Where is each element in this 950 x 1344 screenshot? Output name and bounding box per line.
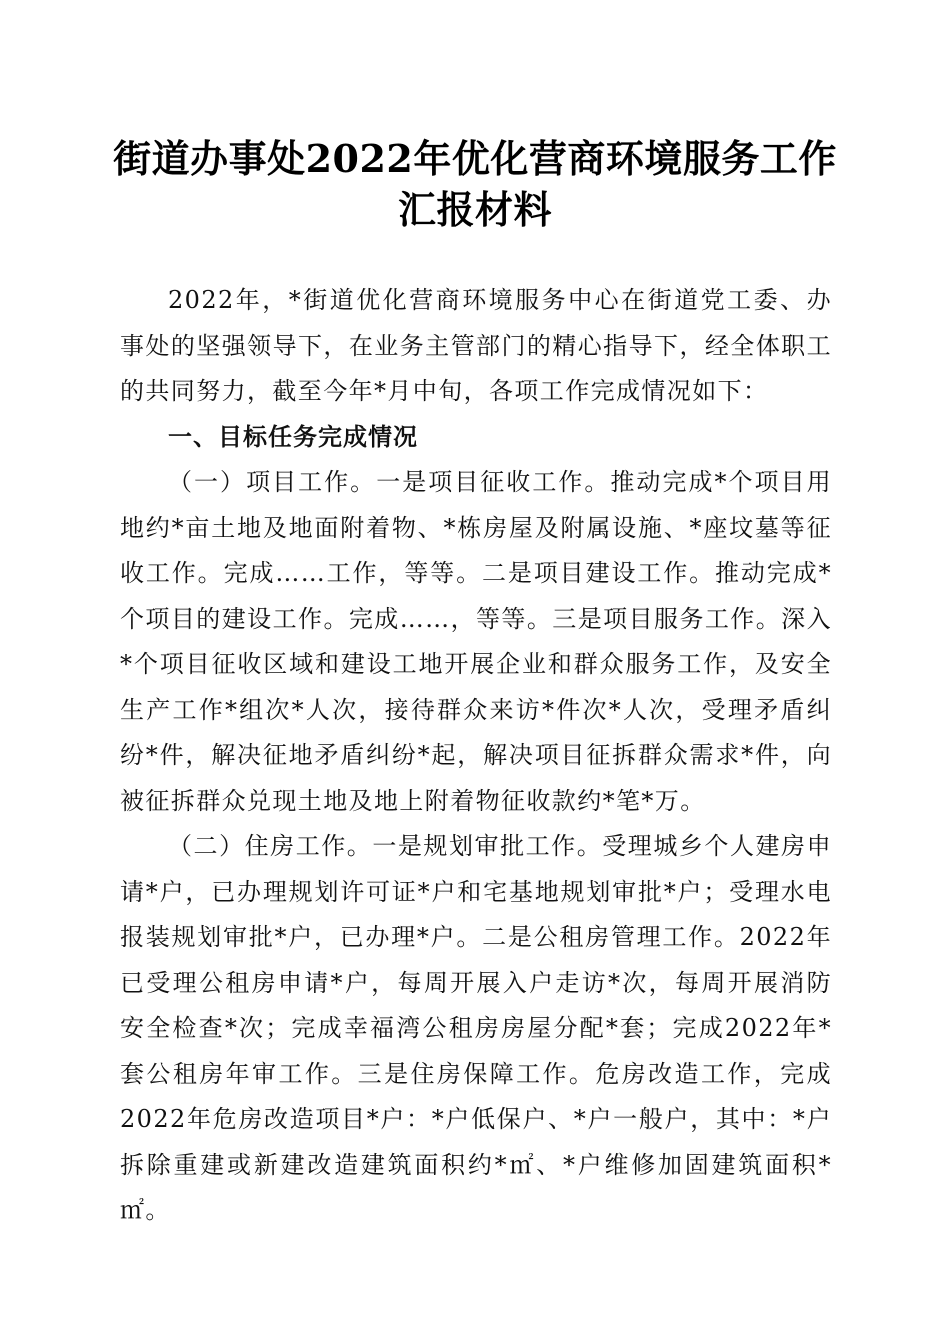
project-work-paragraph: （一）项目工作。一是项目征收工作。推动完成*个项目用地约*亩土地及地面附着物、*栋房屋及附属设施、*座坟墓等征收工作。完成……工作，等等。二是项目建设工作。推动完成*个项目的建设工作。完成……，等等。三是项目服务工作。深入*个项目征收区域和建设工地开展企业和群众服务工作，及安全生产工作*组次*人次，接待群众来访*件次*人次，受理矛盾纠纷*件，解决征地矛盾纠纷*起，解决项目征拆群众需求*件，向被征拆群众兑现土地及地上附着物征收款约*笔*万。 bbox=[120, 468, 832, 815]
intro-paragraph: 2022年，*街道优化营商环境服务中心在街道党工委、办事处的坚强领导下，在业务主管部门的精心指导下，经全体职工的共同努力，截至今年*月中旬，各项工作完成情况如下： bbox=[120, 286, 832, 405]
document-title: 街道办事处2022年优化营商环境服务工作汇报材料 bbox=[113, 136, 837, 232]
document-body bbox=[120, 278, 832, 1234]
section-heading: 一、目标任务完成情况 bbox=[168, 422, 418, 451]
housing-work-paragraph: （二）住房工作。一是规划审批工作。受理城乡个人建房申请*户，已办理规划许可证*户和宅基地规划审批*户；受理水电报装规划审批*户，已办理*户。二是公租房管理工作。2022年已受理公租房申请*户，每周开展入户走访*次，每周开展消防安全检查*次；完成幸福湾公租房房屋分配*套；完成2022年*套公租房年审工作。三是住房保障工作。危房改造工作，完成2022年危房改造项目*户：*户低保户、*户一般户，其中：*户拆除重建或新建改造建筑面积约*㎡、*户维修加固建筑面积*㎡。 bbox=[120, 832, 832, 1224]
